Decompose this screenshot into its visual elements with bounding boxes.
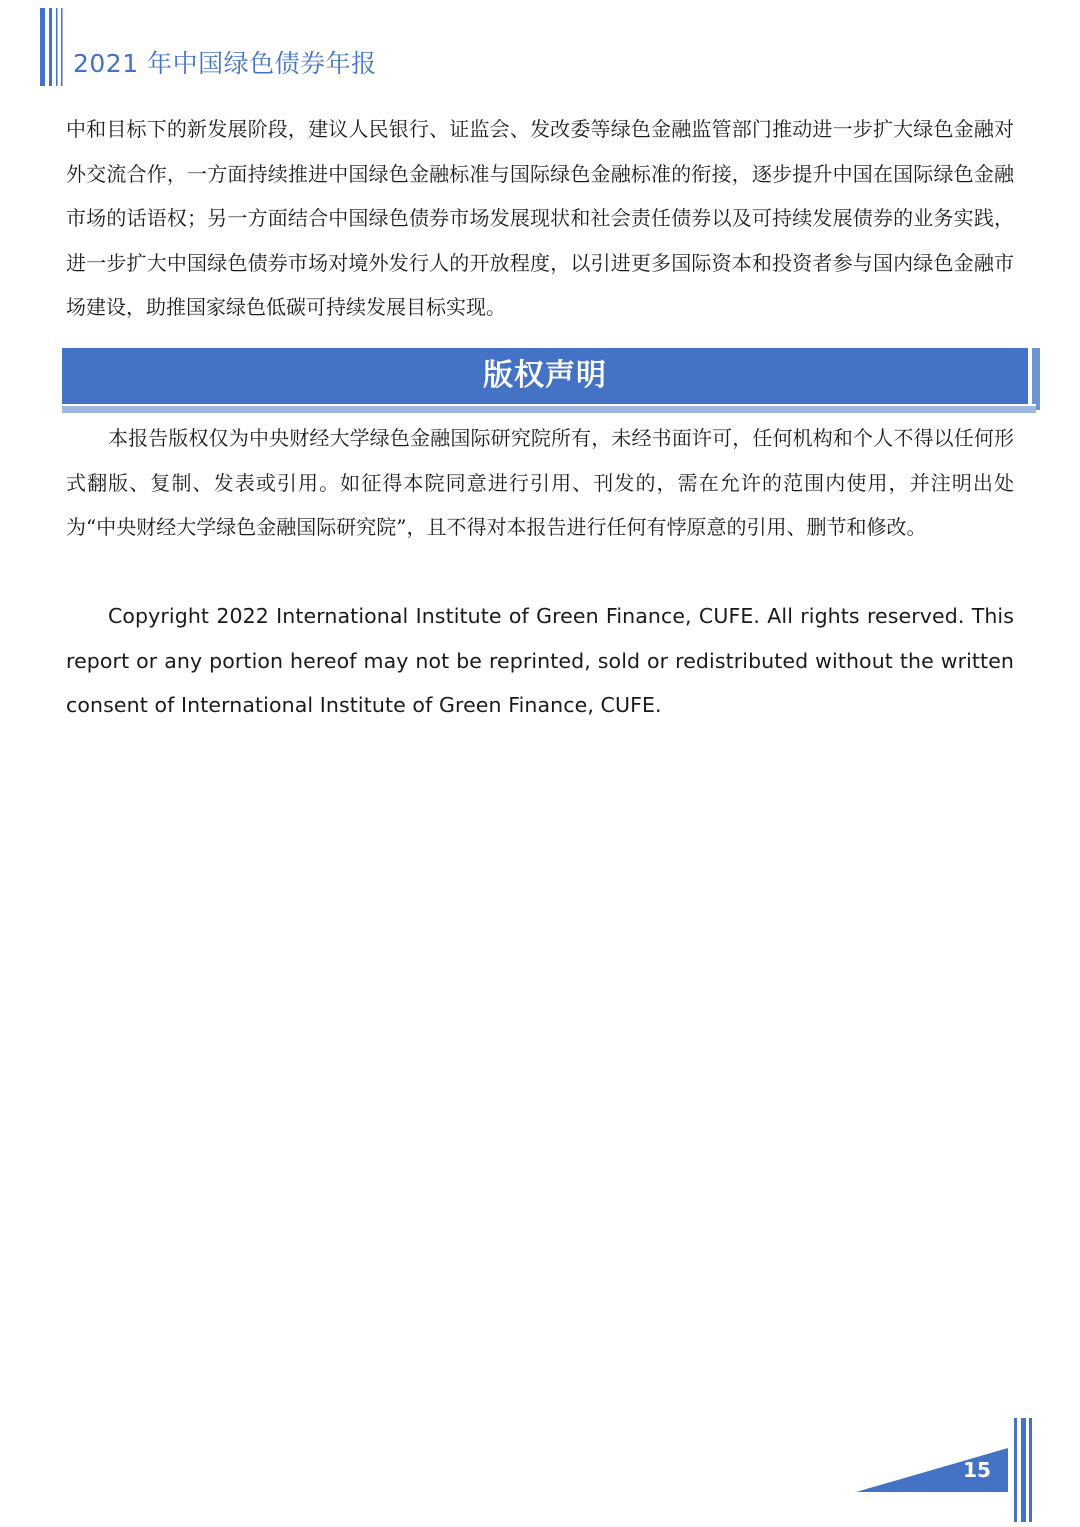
copyright-paragraph-cn: 本报告版权仅为中央财经大学绿色金融国际研究院所有，未经书面许可，任何机构和个人不得以任何形式翻版、复制、发表或引用。如征得本院同意进行引用、刊发的，需在允许的范围内使用，并注明出处为“中央财经大学绿色金融国际研究院”，且不得对本报告进行任何有悖原意的引用、删节和修改。 (66, 426, 1014, 539)
banner-underline (62, 406, 1036, 413)
page-number-triangle-icon (856, 1418, 1036, 1522)
section-banner (62, 348, 1036, 414)
page-number: 15 (963, 1458, 991, 1482)
copyright-paragraph-en: Copyright 2022 International Institute of Green Finance, CUFE. All rights reserved. This report or any portion hereof may not be reprinted, sold or redistributed without the written consent of International Institute of Green Finance, CUFE. (66, 604, 1014, 717)
section-heading: 版权声明 (483, 358, 607, 393)
body-paragraph: 中和目标下的新发展阶段，建议人民银行、证监会、发改委等绿色金融监管部门推动进一步扩大绿色金融对外交流合作，一方面持续推进中国绿色金融标准与国际绿色金融标准的衔接，逐步提升中国在国际绿色金融市场的话语权；另一方面结合中国绿色债券市场发展现状和社会责任债券以及可持续发展债券的业务实践，进一步扩大中国绿色债券市场对境外发行人的开放程度，以引进更多国际资本和投资者参与国内绿色金融市场建设，助推国家绿色低碳可持续发展目标实现。 (66, 117, 1014, 319)
report-title: 2021 年中国绿色债券年报 (73, 49, 377, 78)
header-decorative-bars-icon (40, 8, 68, 86)
